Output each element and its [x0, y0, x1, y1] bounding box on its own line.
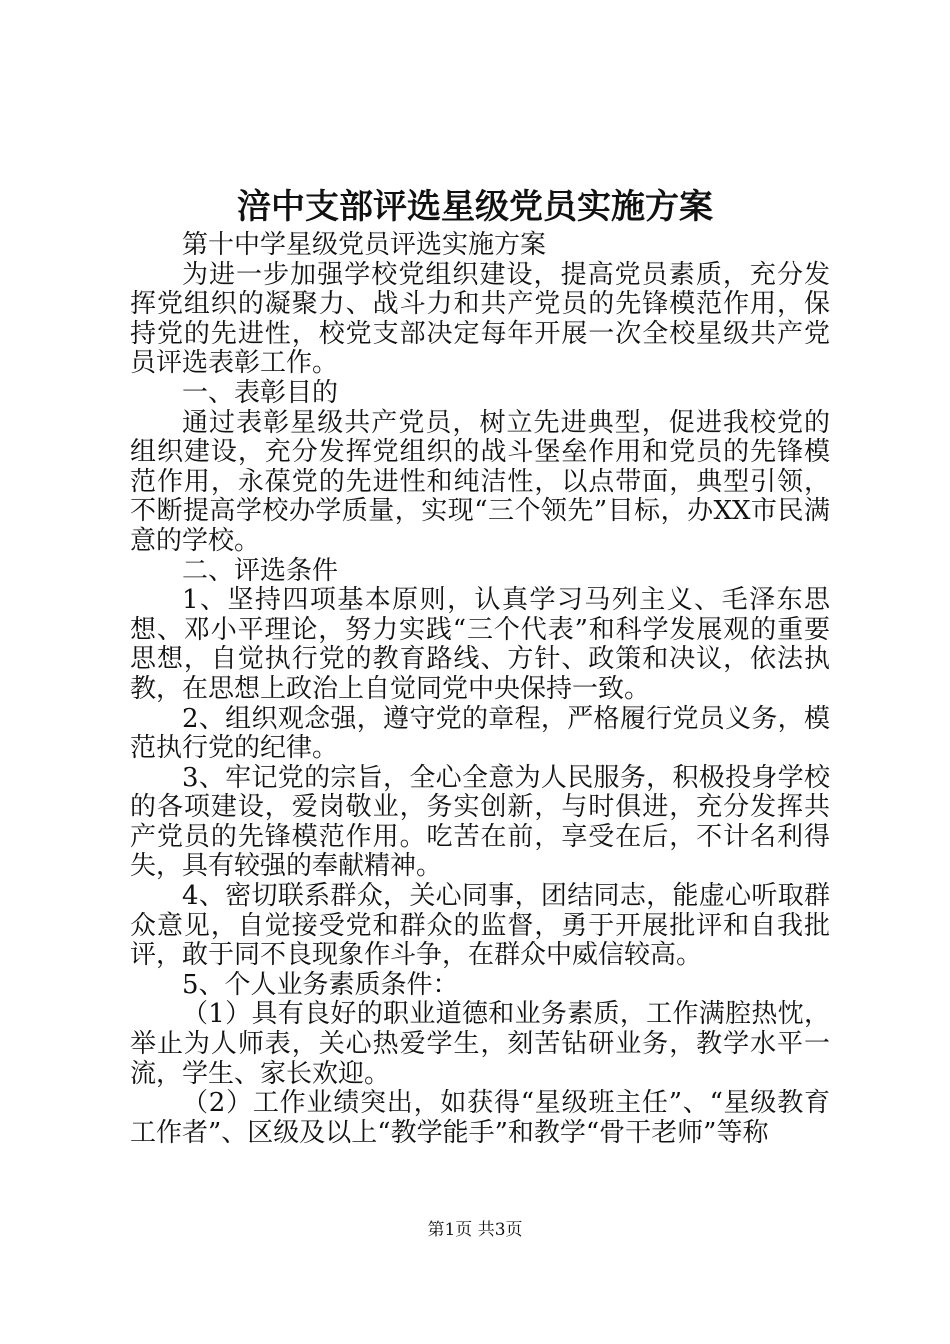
- criteria-subitem-1: （1）具有良好的职业道德和业务素质，工作满腔热忱，举止为人师表，关心热爱学生，刻苦钻研业务，教学水平一流，学生、家长欢迎。: [130, 999, 830, 1089]
- criteria-subitem-2: （2）工作业绩突出，如获得“星级班主任”、“星级教育工作者”、区级及以上“教学能手”和教学“骨干老师”等称: [130, 1088, 830, 1148]
- purpose-paragraph: 通过表彰星级共产党员，树立先进典型，促进我校党的组织建设，充分发挥党组织的战斗堡垒作用和党员的先锋模范作用，永葆党的先进性和纯洁性，以点带面，典型引领，不断提高学校办学质量，实现“三个领先”目标，办XX市民满意的学校。: [130, 407, 830, 556]
- criteria-item-3: 3、牢记党的宗旨，全心全意为人民服务，积极投身学校的各项建设，爱岗敬业，务实创新，与时俱进，充分发挥共产党员的先锋模范作用。吃苦在前，享受在后，不计名利得失，具有较强的奉献精神。: [130, 762, 830, 882]
- document-body: [130, 231, 830, 1148]
- criteria-item-5: 5、个人业务素质条件：: [182, 969, 459, 1000]
- intro-paragraph: 为进一步加强学校党组织建设，提高党员素质，充分发挥党组织的凝聚力、战斗力和共产党员的先锋模范作用，保持党的先进性，校党支部决定每年开展一次全校星级共产党员评选表彰工作。: [130, 259, 830, 379]
- page-footer: 第1页 共3页: [427, 1220, 523, 1240]
- criteria-item-2: 2、组织观念强，遵守党的章程，严格履行党员义务，模范执行党的纪律。: [130, 703, 830, 764]
- document-title: 涪中支部评选星级党员实施方案: [237, 187, 713, 227]
- section-heading-criteria: 二、评选条件: [182, 555, 339, 586]
- section-heading-purpose: 一、表彰目的: [182, 377, 339, 408]
- criteria-item-4: 4、密切联系群众，关心同事，团结同志，能虚心听取群众意见，自觉接受党和群众的监督，勇于开展批评和自我批评，敢于同不良现象作斗争，在群众中威信较高。: [130, 881, 830, 971]
- criteria-item-1: 1、坚持四项基本原则，认真学习马列主义、毛泽东思想、邓小平理论，努力实践“三个代表”和科学发展观的重要思想，自觉执行党的教育路线、方针、政策和决议，依法执教，在思想上政治上自觉同党中央保持一致。: [130, 585, 830, 704]
- subtitle-line: 第十中学星级党员评选实施方案: [182, 230, 547, 260]
